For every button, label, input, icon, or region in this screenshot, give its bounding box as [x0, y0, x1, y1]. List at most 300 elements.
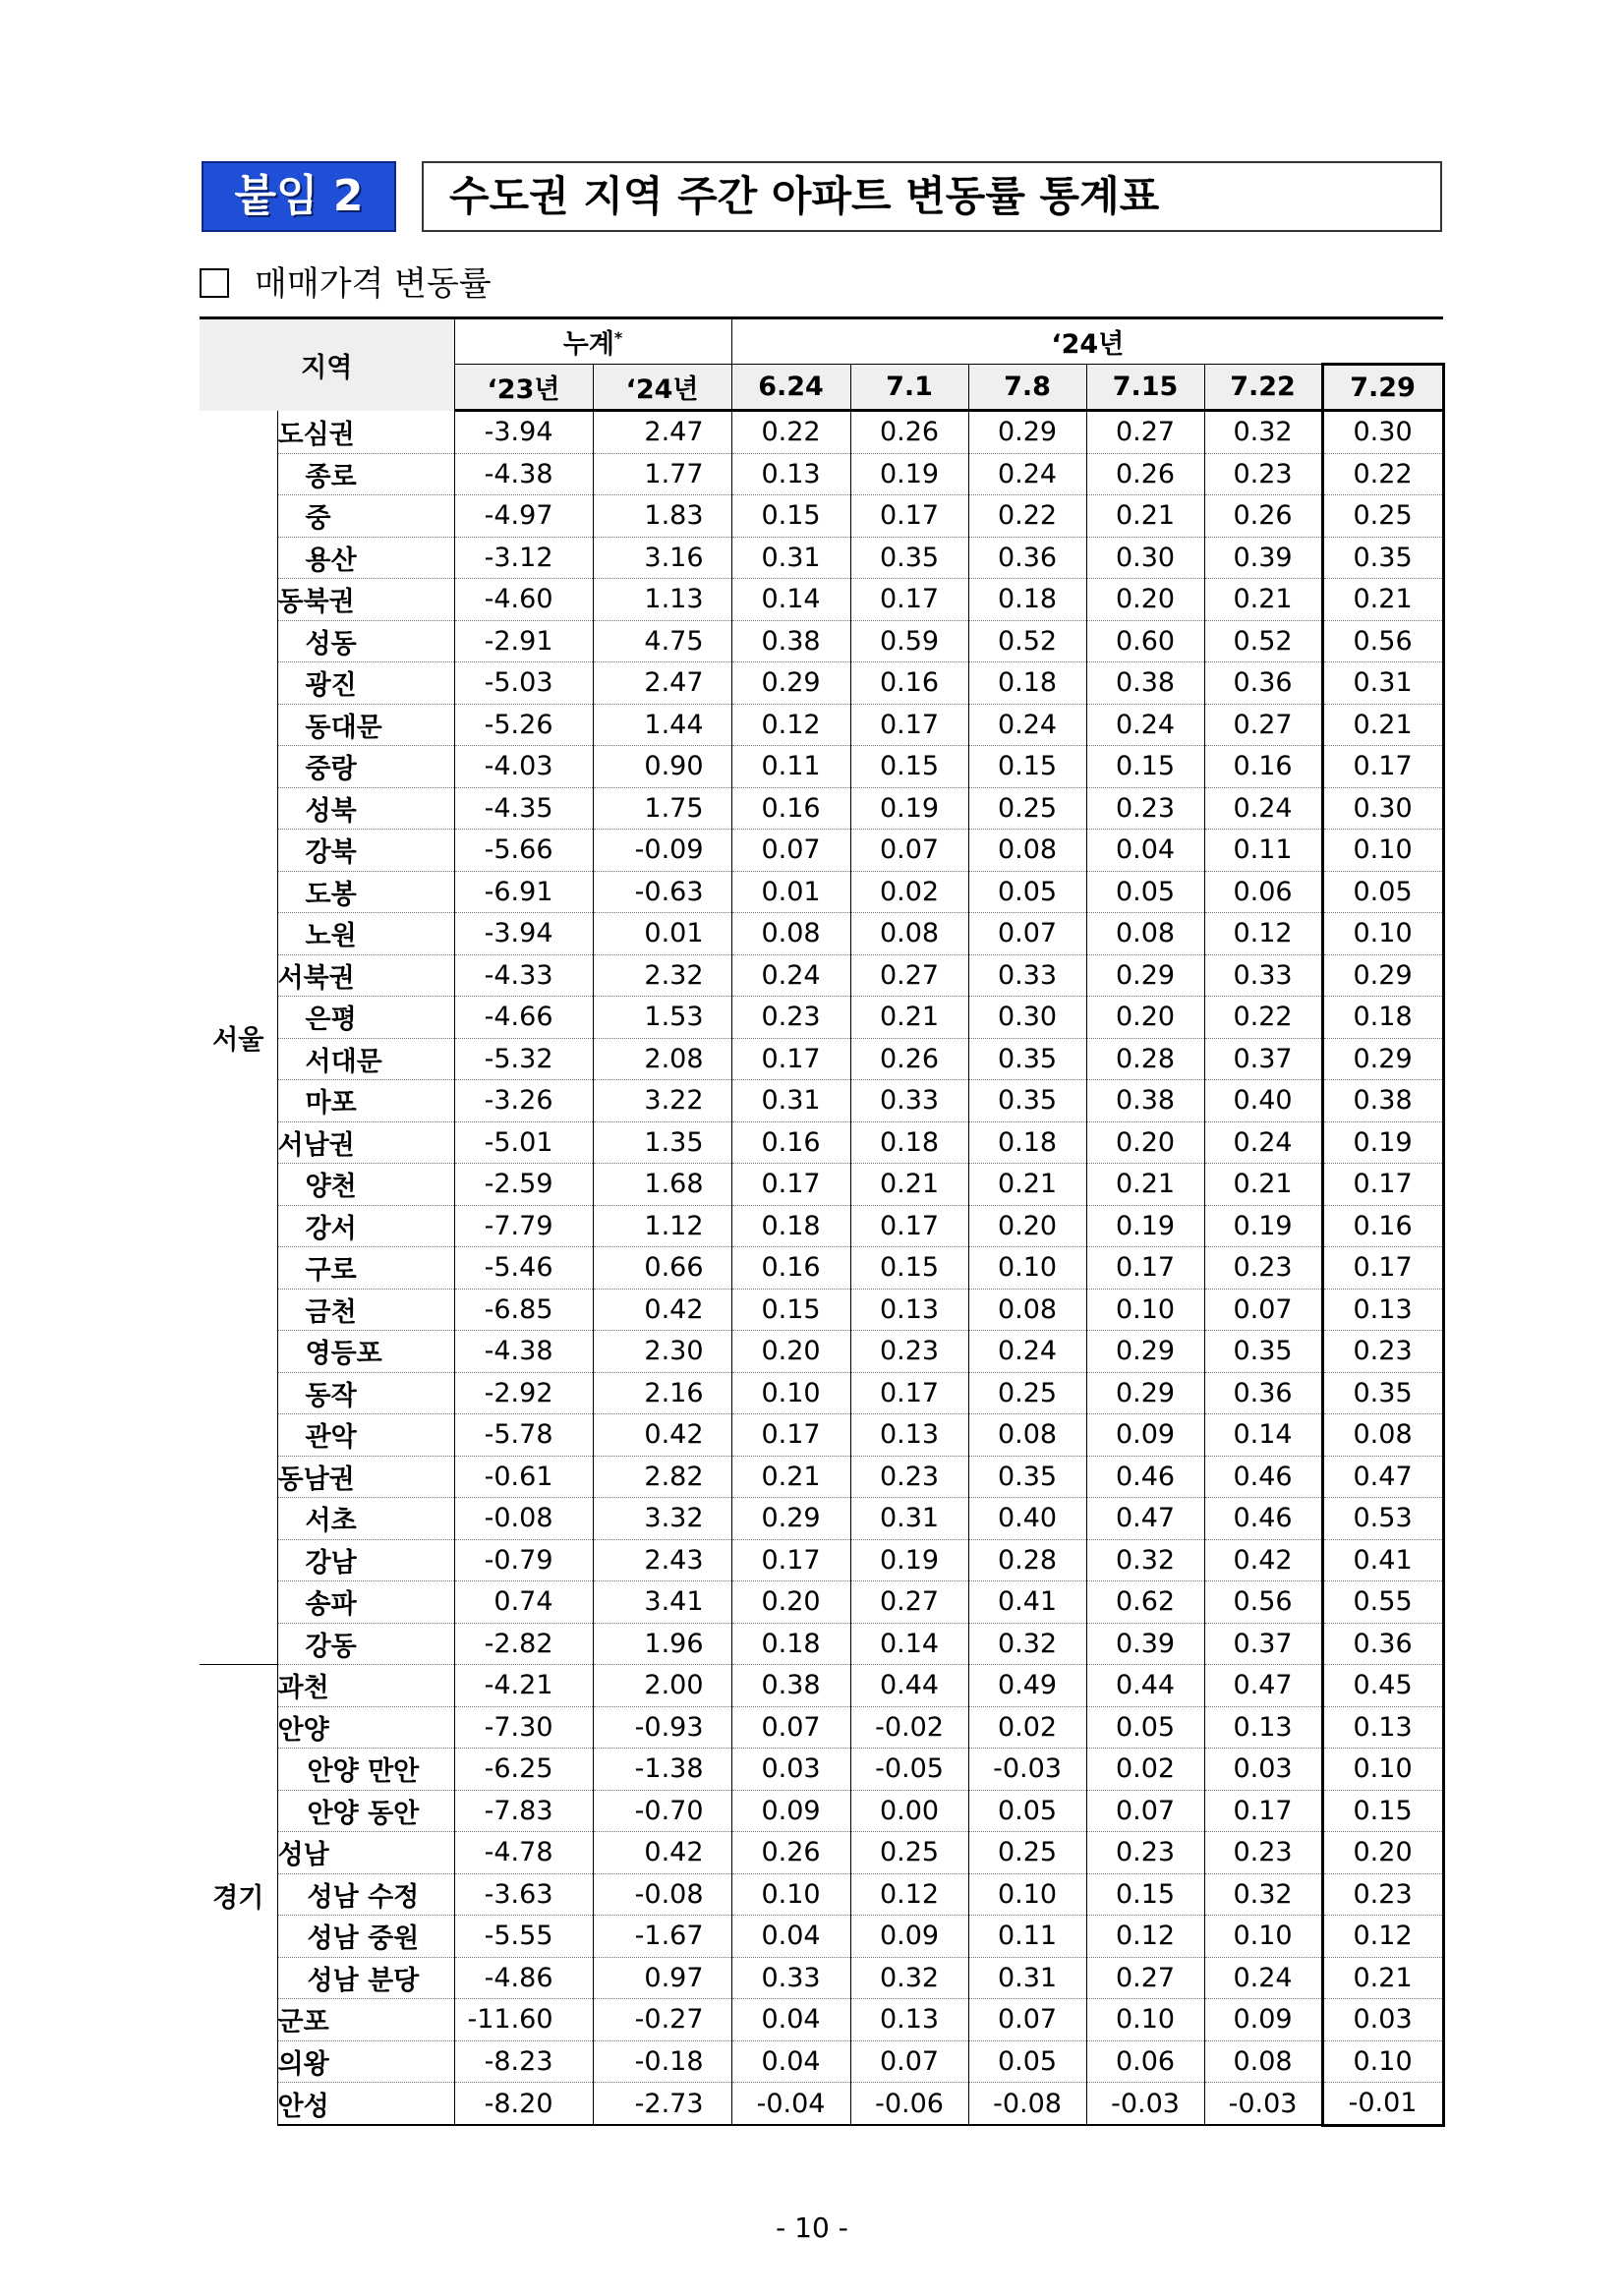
cell-value: 0.13	[850, 1999, 968, 2041]
cell-value: -0.18	[593, 2040, 731, 2083]
cell-value: 0.31	[731, 537, 850, 579]
cell-value: 0.74	[454, 1581, 593, 1624]
cell-value: 0.31	[731, 1080, 850, 1122]
col-week-0729: 7.29	[1322, 365, 1443, 411]
cell-value: 0.23	[1322, 1331, 1443, 1373]
cell-value: 0.19	[850, 787, 968, 830]
table-row	[200, 2040, 1443, 2083]
district-name: 서대문	[277, 1038, 454, 1080]
cell-value: 0.10	[1086, 1999, 1204, 2041]
cell-value: 2.82	[593, 1456, 731, 1498]
cell-value: 0.45	[1322, 1665, 1443, 1707]
district-name: 안양	[277, 1706, 454, 1749]
cell-value: 0.08	[1204, 2040, 1322, 2083]
district-name: 성동	[277, 620, 454, 662]
cell-value: 0.21	[1322, 579, 1443, 621]
attachment-badge: 붙임 2	[202, 161, 396, 232]
district-name: 강남	[277, 1539, 454, 1581]
cell-value: -2.59	[454, 1164, 593, 1206]
region-seoul: 서울	[200, 411, 277, 1665]
cell-value: -0.63	[593, 871, 731, 913]
cell-value: -4.38	[454, 1331, 593, 1373]
district-name: 도심권	[277, 411, 454, 454]
cell-value: -0.05	[850, 1749, 968, 1791]
cell-value: 0.04	[731, 1916, 850, 1958]
table-row	[200, 1539, 1443, 1581]
cell-value: 0.29	[1086, 1331, 1204, 1373]
cell-value: 0.38	[731, 620, 850, 662]
district-name: 마포	[277, 1080, 454, 1122]
cell-value: 0.18	[968, 662, 1086, 705]
cell-value: 1.35	[593, 1121, 731, 1164]
cell-value: 0.90	[593, 746, 731, 788]
cell-value: 0.13	[1204, 1706, 1322, 1749]
cell-value: 0.08	[968, 830, 1086, 872]
cell-value: 0.13	[1322, 1289, 1443, 1331]
cell-value: 0.10	[1322, 2040, 1443, 2083]
cell-value: 0.22	[1204, 997, 1322, 1039]
table-row	[200, 411, 1443, 454]
cell-value: -6.91	[454, 871, 593, 913]
cell-value: 0.29	[1322, 954, 1443, 997]
cell-value: 0.10	[1322, 1749, 1443, 1791]
cell-value: 0.35	[968, 1038, 1086, 1080]
cell-value: 0.18	[731, 1623, 850, 1665]
cell-value: 0.02	[968, 1706, 1086, 1749]
cell-value: -0.61	[454, 1456, 593, 1498]
cell-value: -2.73	[593, 2083, 731, 2126]
district-name: 안양 만안	[277, 1749, 454, 1791]
cell-value: 0.24	[968, 1331, 1086, 1373]
cell-value: 0.05	[1086, 1706, 1204, 1749]
cell-value: 0.15	[968, 746, 1086, 788]
col-week-0708: 7.8	[968, 365, 1086, 411]
district-name: 성북	[277, 787, 454, 830]
cell-value: 1.75	[593, 787, 731, 830]
cell-value: 0.38	[1322, 1080, 1443, 1122]
cell-value: 0.05	[968, 1790, 1086, 1832]
cell-value: 0.21	[1204, 1164, 1322, 1206]
section-label: 매매가격 변동률	[255, 264, 492, 304]
cell-value: 0.13	[731, 453, 850, 495]
district-name: 동북권	[277, 579, 454, 621]
cell-value: 0.26	[1204, 495, 1322, 538]
cell-value: 0.17	[731, 1414, 850, 1457]
table-row	[200, 1873, 1443, 1916]
table-row	[200, 662, 1443, 705]
district-name: 동작	[277, 1372, 454, 1414]
cell-value: 0.29	[731, 662, 850, 705]
cell-value: 0.08	[1322, 1414, 1443, 1457]
cell-value: -4.35	[454, 787, 593, 830]
cell-value: 0.27	[1204, 704, 1322, 746]
cell-value: 0.35	[968, 1456, 1086, 1498]
cell-value: 0.52	[968, 620, 1086, 662]
cell-value: 2.30	[593, 1331, 731, 1373]
cell-value: 0.47	[1086, 1498, 1204, 1540]
cell-value: 0.08	[968, 1414, 1086, 1457]
cell-value: 1.96	[593, 1623, 731, 1665]
district-name: 중	[277, 495, 454, 538]
cell-value: 0.38	[731, 1665, 850, 1707]
cell-value: 0.04	[1086, 830, 1204, 872]
cell-value: 0.17	[1204, 1790, 1322, 1832]
cell-value: 0.56	[1204, 1581, 1322, 1624]
district-name: 종로	[277, 453, 454, 495]
cell-value: 0.00	[850, 1790, 968, 1832]
table-row	[200, 537, 1443, 579]
cell-value: 0.39	[1086, 1623, 1204, 1665]
cell-value: 0.42	[1204, 1539, 1322, 1581]
cell-value: 0.31	[968, 1957, 1086, 1999]
cell-value: 0.42	[593, 1289, 731, 1331]
cell-value: 0.66	[593, 1247, 731, 1290]
cell-value: 0.17	[1322, 1247, 1443, 1290]
cell-value: 0.31	[850, 1498, 968, 1540]
cell-value: -3.94	[454, 913, 593, 955]
cell-value: -5.55	[454, 1916, 593, 1958]
cumulative-header: 누계*	[454, 318, 731, 365]
cell-value: 3.32	[593, 1498, 731, 1540]
cell-value: 0.22	[1322, 453, 1443, 495]
table-row	[200, 1623, 1443, 1665]
cell-value: 0.01	[731, 871, 850, 913]
table-row	[200, 1790, 1443, 1832]
cell-value: 0.17	[1086, 1247, 1204, 1290]
district-name: 중랑	[277, 746, 454, 788]
cell-value: 0.24	[968, 704, 1086, 746]
cell-value: -0.09	[593, 830, 731, 872]
cell-value: 0.24	[1204, 1957, 1322, 1999]
cell-value: 0.36	[1322, 1623, 1443, 1665]
cell-value: 0.13	[850, 1414, 968, 1457]
district-name: 은평	[277, 997, 454, 1039]
cell-value: 0.28	[968, 1539, 1086, 1581]
cell-value: 0.33	[968, 954, 1086, 997]
cell-value: 0.10	[731, 1372, 850, 1414]
cell-value: 0.09	[1086, 1414, 1204, 1457]
district-name: 관악	[277, 1414, 454, 1457]
table-row	[200, 1414, 1443, 1457]
district-name: 의왕	[277, 2040, 454, 2083]
cell-value: 3.41	[593, 1581, 731, 1624]
region-gyeonggi: 경기	[200, 1665, 277, 2126]
cell-value: 0.15	[850, 746, 968, 788]
cell-value: 0.25	[1322, 495, 1443, 538]
cell-value: 4.75	[593, 620, 731, 662]
cell-value: 0.23	[1204, 453, 1322, 495]
table-row	[200, 1957, 1443, 1999]
cell-value: -0.08	[454, 1498, 593, 1540]
cell-value: 0.35	[1204, 1331, 1322, 1373]
cell-value: -4.38	[454, 453, 593, 495]
table-row	[200, 830, 1443, 872]
cell-value: 0.37	[1204, 1623, 1322, 1665]
page-title: 수도권 지역 주간 아파트 변동률 통계표	[422, 161, 1442, 232]
district-name: 영등포	[277, 1331, 454, 1373]
table-row	[200, 1581, 1443, 1624]
cell-value: 0.08	[968, 1289, 1086, 1331]
cell-value: 0.10	[968, 1873, 1086, 1916]
cell-value: 0.04	[731, 2040, 850, 2083]
cell-value: 0.97	[593, 1957, 731, 1999]
table-row	[200, 1372, 1443, 1414]
cell-value: 0.10	[1204, 1916, 1322, 1958]
cell-value: 0.09	[1204, 1999, 1322, 2041]
cell-value: 0.52	[1204, 620, 1322, 662]
cell-value: -0.70	[593, 1790, 731, 1832]
cell-value: 0.41	[1322, 1539, 1443, 1581]
cell-value: 0.25	[968, 1372, 1086, 1414]
cell-value: 0.27	[1086, 1957, 1204, 1999]
district-name: 서남권	[277, 1121, 454, 1164]
cell-value: 0.49	[968, 1665, 1086, 1707]
col-cum-2024: ‘24년	[593, 365, 731, 411]
cell-value: 0.03	[1204, 1749, 1322, 1791]
district-name: 성남 수정	[277, 1873, 454, 1916]
cell-value: 0.17	[850, 704, 968, 746]
cell-value: 0.12	[850, 1873, 968, 1916]
cell-value: 0.36	[1204, 1372, 1322, 1414]
cell-value: 0.07	[1086, 1790, 1204, 1832]
cell-value: 0.20	[1086, 997, 1204, 1039]
col-week-0701: 7.1	[850, 365, 968, 411]
cell-value: 0.27	[850, 1581, 968, 1624]
cell-value: 0.22	[968, 495, 1086, 538]
cell-value: 0.30	[968, 997, 1086, 1039]
cell-value: 0.06	[1204, 871, 1322, 913]
cell-value: 0.26	[731, 1832, 850, 1874]
cell-value: -0.79	[454, 1539, 593, 1581]
cell-value: 1.68	[593, 1164, 731, 1206]
district-name: 광진	[277, 662, 454, 705]
cell-value: -5.46	[454, 1247, 593, 1290]
table-row	[200, 1080, 1443, 1122]
cell-value: -4.78	[454, 1832, 593, 1874]
cell-value: 0.17	[1322, 1164, 1443, 1206]
cell-value: 0.33	[731, 1957, 850, 1999]
cell-value: 0.21	[1322, 1957, 1443, 1999]
cell-value: 0.03	[731, 1749, 850, 1791]
cell-value: 0.20	[1086, 579, 1204, 621]
cell-value: 0.17	[850, 579, 968, 621]
cell-value: 0.12	[1204, 913, 1322, 955]
cell-value: 0.42	[593, 1832, 731, 1874]
cell-value: -5.66	[454, 830, 593, 872]
cell-value: 2.00	[593, 1665, 731, 1707]
table-row	[200, 1164, 1443, 1206]
cell-value: 0.16	[731, 787, 850, 830]
cell-value: -0.08	[968, 2083, 1086, 2126]
cell-value: -5.32	[454, 1038, 593, 1080]
cell-value: 0.12	[731, 704, 850, 746]
cell-value: 0.33	[1204, 954, 1322, 997]
cell-value: -2.91	[454, 620, 593, 662]
cell-value: -0.27	[593, 1999, 731, 2041]
table-row	[200, 2083, 1443, 2126]
table-row	[200, 913, 1443, 955]
district-name: 강동	[277, 1623, 454, 1665]
table-row	[200, 620, 1443, 662]
cell-value: 0.32	[968, 1623, 1086, 1665]
cell-value: 0.24	[1086, 704, 1204, 746]
table-row	[200, 1456, 1443, 1498]
district-name: 성남 중원	[277, 1916, 454, 1958]
cell-value: 0.20	[1086, 1121, 1204, 1164]
cell-value: 0.11	[1204, 830, 1322, 872]
cell-value: 0.30	[1322, 787, 1443, 830]
cell-value: 1.83	[593, 495, 731, 538]
cell-value: 0.05	[968, 871, 1086, 913]
cell-value: 0.04	[731, 1999, 850, 2041]
cell-value: 0.21	[850, 997, 968, 1039]
cell-value: 0.15	[850, 1247, 968, 1290]
cell-value: 0.23	[1322, 1873, 1443, 1916]
cell-value: -1.38	[593, 1749, 731, 1791]
cell-value: 0.14	[731, 579, 850, 621]
cell-value: 0.03	[1322, 1999, 1443, 2041]
cell-value: 0.12	[1086, 1916, 1204, 1958]
cell-value: 0.38	[1086, 662, 1204, 705]
cell-value: 0.07	[731, 830, 850, 872]
cell-value: 0.05	[968, 2040, 1086, 2083]
cell-value: 0.20	[1322, 1832, 1443, 1874]
cell-value: 0.15	[1322, 1790, 1443, 1832]
cell-value: 0.15	[731, 1289, 850, 1331]
cell-value: 0.19	[1086, 1205, 1204, 1247]
cell-value: -5.78	[454, 1414, 593, 1457]
cell-value: 2.47	[593, 411, 731, 454]
cell-value: 2.43	[593, 1539, 731, 1581]
cell-value: 0.18	[850, 1121, 968, 1164]
cell-value: 0.59	[850, 620, 968, 662]
cell-value: 0.32	[850, 1957, 968, 1999]
table-row	[200, 1706, 1443, 1749]
cell-value: 0.35	[850, 537, 968, 579]
cell-value: 0.13	[1322, 1706, 1443, 1749]
table-row	[200, 1205, 1443, 1247]
cell-value: -1.67	[593, 1916, 731, 1958]
cell-value: 0.35	[968, 1080, 1086, 1122]
cell-value: 0.30	[1322, 411, 1443, 454]
cell-value: -0.03	[1086, 2083, 1204, 2126]
cell-value: 0.20	[731, 1581, 850, 1624]
table-row	[200, 1498, 1443, 1540]
cell-value: 0.10	[1086, 1289, 1204, 1331]
cell-value: -0.93	[593, 1706, 731, 1749]
cell-value: 0.23	[1204, 1832, 1322, 1874]
table-row	[200, 1247, 1443, 1290]
cell-value: 0.08	[1086, 913, 1204, 955]
cell-value: -4.21	[454, 1665, 593, 1707]
cell-value: 0.19	[850, 1539, 968, 1581]
table-row	[200, 1289, 1443, 1331]
cell-value: 0.07	[850, 830, 968, 872]
cell-value: 0.10	[1322, 913, 1443, 955]
cell-value: 0.31	[1322, 662, 1443, 705]
cell-value: 0.56	[1322, 620, 1443, 662]
cell-value: 0.35	[1322, 537, 1443, 579]
district-name: 안양 동안	[277, 1790, 454, 1832]
cell-value: 0.26	[850, 411, 968, 454]
cell-value: 0.29	[731, 1498, 850, 1540]
cell-value: -8.20	[454, 2083, 593, 2126]
cell-value: 0.21	[1322, 704, 1443, 746]
cell-value: 0.24	[731, 954, 850, 997]
table-row	[200, 495, 1443, 538]
district-name: 서초	[277, 1498, 454, 1540]
cell-value: -4.66	[454, 997, 593, 1039]
cell-value: 0.07	[968, 913, 1086, 955]
cell-value: 2.32	[593, 954, 731, 997]
cell-value: 0.44	[850, 1665, 968, 1707]
cell-value: 0.17	[731, 1164, 850, 1206]
cell-value: 0.32	[1204, 1873, 1322, 1916]
cell-value: 0.46	[1086, 1456, 1204, 1498]
cell-value: 0.17	[850, 1372, 968, 1414]
cell-value: 0.18	[731, 1205, 850, 1247]
cell-value: -4.03	[454, 746, 593, 788]
cell-value: -4.86	[454, 1957, 593, 1999]
cell-value: 0.07	[968, 1999, 1086, 2041]
cell-value: 0.46	[1204, 1456, 1322, 1498]
table-row	[200, 787, 1443, 830]
cell-value: 0.17	[731, 1038, 850, 1080]
cell-value: 0.11	[731, 746, 850, 788]
cell-value: 0.13	[850, 1289, 968, 1331]
cell-value: 0.44	[1086, 1665, 1204, 1707]
table-row	[200, 746, 1443, 788]
cell-value: 0.12	[1322, 1916, 1443, 1958]
cell-value: 0.23	[1086, 1832, 1204, 1874]
district-name: 동대문	[277, 704, 454, 746]
cell-value: 1.77	[593, 453, 731, 495]
col-week-0722: 7.22	[1204, 365, 1322, 411]
cell-value: 0.09	[850, 1916, 968, 1958]
section-heading	[200, 263, 492, 305]
cell-value: 0.27	[1086, 411, 1204, 454]
cell-value: 0.17	[1322, 746, 1443, 788]
district-name: 안성	[277, 2083, 454, 2126]
cell-value: 0.32	[1086, 1539, 1204, 1581]
cell-value: 0.39	[1204, 537, 1322, 579]
district-name: 서북권	[277, 954, 454, 997]
cell-value: 0.16	[731, 1121, 850, 1164]
cell-value: 0.21	[1204, 579, 1322, 621]
cell-value: -3.94	[454, 411, 593, 454]
table-row	[200, 1749, 1443, 1791]
cell-value: 0.25	[968, 1832, 1086, 1874]
cell-value: -5.03	[454, 662, 593, 705]
cell-value: 0.25	[850, 1832, 968, 1874]
cell-value: 0.20	[731, 1331, 850, 1373]
cell-value: 0.07	[1204, 1289, 1322, 1331]
price-change-table	[200, 316, 1445, 2127]
cell-value: 0.38	[1086, 1080, 1204, 1122]
cell-value: 0.30	[1086, 537, 1204, 579]
cell-value: 0.21	[731, 1456, 850, 1498]
district-name: 군포	[277, 1999, 454, 2041]
cell-value: 0.47	[1204, 1665, 1322, 1707]
cell-value: 0.32	[1204, 411, 1322, 454]
district-name: 구로	[277, 1247, 454, 1290]
cell-value: -0.01	[1322, 2083, 1443, 2126]
cell-value: 0.10	[731, 1873, 850, 1916]
table-row	[200, 997, 1443, 1039]
cell-value: 0.07	[731, 1706, 850, 1749]
table-row	[200, 1916, 1443, 1958]
table-row	[200, 1999, 1443, 2041]
